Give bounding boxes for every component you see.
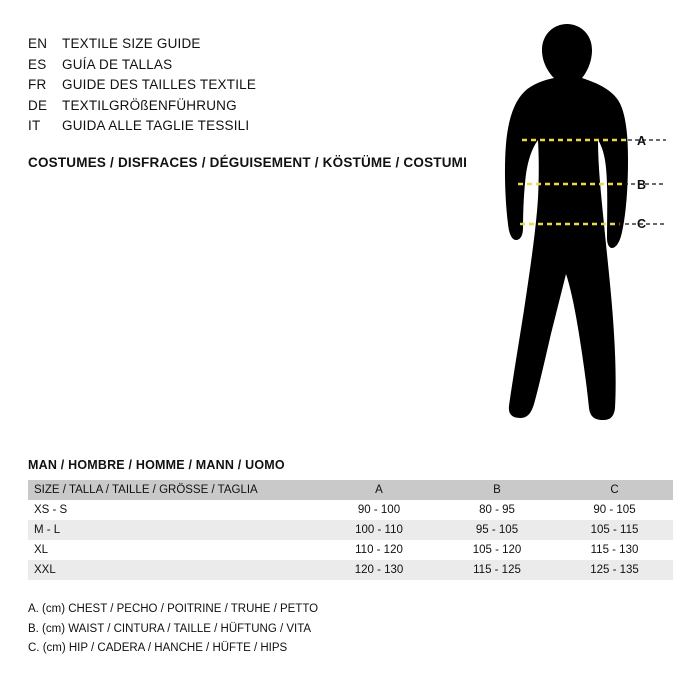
footnote-chest: A. (cm) CHEST / PECHO / POITRINE / TRUHE / PETTO: [28, 603, 319, 615]
cell-hip: 105 - 115: [556, 520, 673, 540]
column-header-c: C: [556, 480, 673, 500]
language-title: TEXTILE SIZE GUIDE: [62, 36, 201, 51]
language-title: TEXTILGRÖßENFÜHRUNG: [62, 97, 237, 113]
language-row: [28, 55, 468, 76]
measure-label-b: B: [637, 178, 647, 192]
language-title: GUÍA DE TALLAS: [62, 56, 173, 72]
footnotes-block: [28, 600, 318, 659]
language-code: ES: [28, 56, 47, 72]
footnote-hip: C. (cm) HIP / CADERA / HANCHE / HÜFTE / HIPS: [28, 642, 288, 654]
size-table: [28, 480, 673, 580]
language-row: [28, 75, 468, 96]
cell-hip: 90 - 105: [556, 500, 673, 520]
cell-waist: 95 - 105: [438, 520, 556, 540]
cell-waist: 115 - 125: [438, 560, 556, 580]
cell-waist: 80 - 95: [438, 500, 556, 520]
cell-hip: 115 - 130: [556, 540, 673, 560]
column-header-b: B: [438, 480, 556, 500]
cell-chest: 90 - 100: [320, 500, 438, 520]
language-code: DE: [28, 97, 48, 113]
table-row: [28, 520, 673, 540]
cell-size: M - L: [28, 520, 320, 540]
column-header-size: SIZE / TALLA / TAILLE / GRÖSSE / TAGLIA: [28, 480, 320, 500]
cell-chest: 120 - 130: [320, 560, 438, 580]
language-code: IT: [28, 118, 41, 133]
cell-waist: 105 - 120: [438, 540, 556, 560]
cell-chest: 100 - 110: [320, 520, 438, 540]
cell-size: XS - S: [28, 500, 320, 520]
language-title: GUIDA ALLE TAGLIE TESSILI: [62, 118, 250, 133]
table-body: [28, 500, 673, 580]
cell-size: XXL: [28, 560, 320, 580]
size-table-section: [28, 458, 673, 580]
measure-label-a: A: [637, 134, 647, 148]
language-row: [28, 116, 468, 137]
table-row: [28, 540, 673, 560]
cell-size: XL: [28, 540, 320, 560]
column-header-a: A: [320, 480, 438, 500]
language-code: FR: [28, 77, 47, 92]
table-header-row: [28, 480, 673, 500]
cell-chest: 110 - 120: [320, 540, 438, 560]
table-head: [28, 480, 673, 500]
language-code: EN: [28, 36, 48, 51]
footnote-waist: B. (cm) WAIST / CINTURA / TAILLE / HÜFTUNG / VITA: [28, 622, 312, 635]
language-title: GUIDE DES TAILLES TEXTILE: [62, 77, 257, 92]
measure-label-c: C: [637, 217, 647, 231]
table-row: [28, 500, 673, 520]
figure-diagram: [470, 18, 680, 438]
language-row: [28, 34, 468, 55]
cell-hip: 125 - 135: [556, 560, 673, 580]
table-row: [28, 560, 673, 580]
language-row: [28, 96, 468, 117]
table-title: MAN / HOMBRE / HOMME / MANN / UOMO: [28, 458, 285, 472]
header-block: [28, 34, 468, 170]
male-silhouette-icon: [470, 18, 680, 438]
category-title: COSTUMES / DISFRACES / DÉGUISEMENT / KÖSTÜME / COSTUMI: [28, 154, 468, 170]
